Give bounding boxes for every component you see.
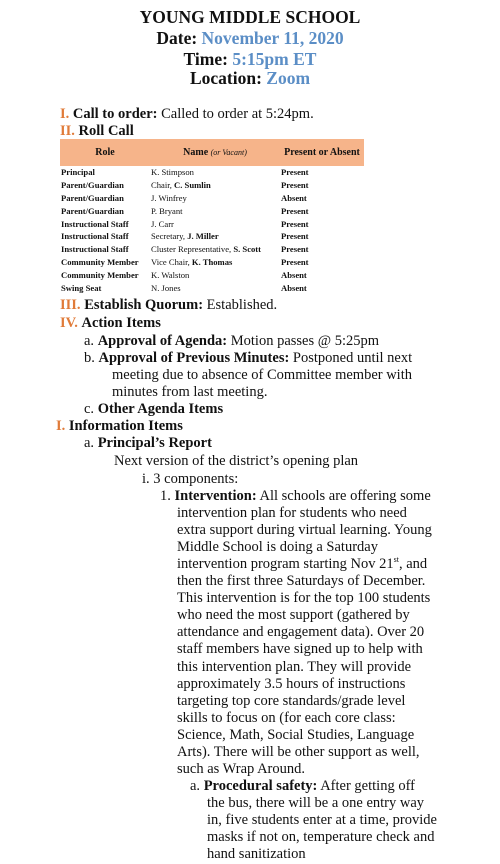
- section-title: Establish Quorum:: [84, 297, 204, 313]
- other-agenda-line: [84, 401, 223, 418]
- procedural-safety-line: [190, 778, 415, 795]
- date-value: November 11, 2020: [201, 28, 344, 48]
- paragraph-line: This intervention is for the top 100 students: [177, 590, 431, 607]
- section-number: I.: [60, 106, 70, 122]
- paragraph-line: hand sanitization: [207, 846, 306, 862]
- section-number: IV.: [60, 315, 78, 331]
- role-cell: Parent/Guardian: [61, 192, 124, 203]
- previous-minutes-line-2: meeting due to absence of Committee member with: [112, 367, 412, 383]
- item-marker: 1.: [160, 488, 171, 504]
- table-row: [60, 269, 364, 282]
- table-row: [60, 179, 364, 192]
- paragraph-line: intervention plan for students who need: [177, 505, 407, 521]
- location-label: Location:: [189, 68, 262, 88]
- roll-call-table: [60, 139, 364, 295]
- paragraph-line: the bus, there will be a one entry way: [207, 795, 425, 811]
- role-header: Role: [60, 139, 150, 166]
- opening-plan-line: Next version of the district’s opening plan: [114, 453, 359, 469]
- role-cell: Instructional Staff: [61, 218, 129, 229]
- item-marker: a.: [84, 333, 95, 349]
- item-marker: a.: [190, 778, 201, 794]
- member-name: S. Scott: [233, 244, 262, 255]
- item-marker: c.: [84, 401, 95, 417]
- intervention-nov-tail: , and: [399, 556, 428, 572]
- time-label: Time:: [183, 49, 228, 69]
- paragraph-line: Middle School is doing a Saturday: [177, 539, 378, 555]
- item-title: Approval of Agenda:: [97, 333, 228, 349]
- table-row: [60, 205, 364, 218]
- information-items-line: [56, 418, 183, 435]
- table-row: [60, 243, 364, 256]
- paragraph-line: staff members have signed up to help with: [177, 641, 423, 658]
- quorum-line: [60, 297, 277, 314]
- status-cell: Present: [281, 179, 309, 190]
- school-name: YOUNG MIDDLE SCHOOL: [139, 7, 361, 27]
- section-title: Action Items: [81, 315, 161, 331]
- name-header-note: (or Vacant): [210, 147, 247, 157]
- name-header: [150, 139, 280, 166]
- role-cell: Instructional Staff: [61, 231, 129, 242]
- intervention-nov-text: intervention program starting Nov 21: [177, 556, 394, 572]
- section-title: Call to order:: [72, 106, 158, 122]
- status-cell: Present: [281, 244, 309, 255]
- member-name: C. Sumlin: [174, 179, 211, 190]
- table-row: [60, 218, 364, 231]
- role-cell: Parent/Guardian: [61, 205, 124, 216]
- paragraph-line: attendance and engagement data). Over 20: [177, 624, 425, 641]
- meeting-location: [0, 68, 500, 88]
- principal-report-line: [84, 435, 212, 452]
- intervention-line: [160, 488, 431, 505]
- action-items-line: [60, 315, 161, 332]
- role-cell: Community Member: [61, 257, 139, 268]
- table-row: [60, 166, 364, 179]
- role-cell: Instructional Staff: [61, 244, 129, 255]
- paragraph-line: in, five students enter at a time, provide: [207, 812, 437, 828]
- item-title: Procedural safety:: [203, 778, 318, 794]
- meeting-date: [0, 28, 500, 48]
- name-cell: [150, 179, 280, 192]
- name-cell: [150, 230, 280, 243]
- section-title: Information Items: [68, 418, 183, 434]
- table-row: [60, 282, 364, 295]
- name-prefix: Vice Chair,: [151, 257, 192, 268]
- components-line: [142, 471, 238, 488]
- item-marker: i.: [142, 471, 150, 487]
- member-name: K. Walston: [151, 270, 190, 281]
- paragraph-line: targeting top core standards/grade level: [177, 692, 406, 709]
- section-number: II.: [60, 123, 75, 139]
- name-cell: [150, 269, 280, 282]
- paragraph-line: this intervention plan. They will provide: [177, 658, 412, 675]
- roll-call-rows: [60, 166, 364, 295]
- paragraph-line: then the first three Saturdays of December.: [177, 573, 426, 589]
- member-name: J. Winfrey: [151, 192, 187, 203]
- paragraph-line: Arts). There will be other support as well,: [177, 744, 420, 760]
- status-cell: Present: [281, 205, 309, 216]
- section-number: III.: [60, 297, 81, 313]
- name-cell: [150, 243, 280, 256]
- paragraph-line: masks if not on, temperature check and: [207, 829, 435, 845]
- item-text: 3 components:: [153, 471, 239, 487]
- member-name: K. Thomas: [191, 257, 233, 268]
- school-title: [0, 7, 500, 27]
- status-cell: Present: [281, 257, 309, 268]
- paragraph-line: Science, Math, Social Studies, Language: [177, 726, 415, 743]
- item-marker: a.: [84, 435, 95, 451]
- table-row: [60, 256, 364, 269]
- name-header-label: Name: [183, 146, 209, 158]
- name-cell: [150, 256, 280, 269]
- ordinal-suffix: st: [393, 555, 399, 565]
- paragraph-line: such as Wrap Around.: [177, 761, 306, 778]
- paragraph-line: who need the most support (gathered by: [177, 607, 410, 624]
- roll-call-line: [60, 123, 134, 140]
- date-label: Date:: [156, 28, 198, 48]
- status-cell: Present: [281, 231, 309, 242]
- status-cell: Present: [281, 218, 309, 229]
- section-title: Roll Call: [78, 123, 134, 139]
- table-row: [60, 230, 364, 243]
- name-prefix: Cluster Representative,: [151, 244, 234, 255]
- call-to-order-line: [60, 106, 314, 123]
- meeting-time: [0, 49, 500, 69]
- member-name: P. Bryant: [151, 205, 183, 216]
- section-text: Called to order at 5:24pm.: [161, 106, 314, 122]
- member-name: N. Jones: [151, 283, 181, 294]
- item-title: Approval of Previous Minutes:: [98, 350, 290, 366]
- paragraph-line: extra support during virtual learning. Young: [177, 522, 432, 538]
- name-cell: [150, 192, 280, 205]
- location-value: Zoom: [266, 68, 311, 88]
- status-cell: Present: [281, 167, 309, 177]
- intervention-nov-line: [177, 556, 427, 573]
- name-cell: [150, 166, 280, 179]
- name-cell: [150, 218, 280, 231]
- table-row: [60, 192, 364, 205]
- name-cell: [150, 282, 280, 295]
- time-value: 5:15pm ET: [232, 49, 317, 69]
- present-header: Present or Absent: [280, 139, 364, 166]
- section-text: Established.: [206, 297, 278, 313]
- previous-minutes-line-3: minutes from last meeting.: [112, 384, 268, 400]
- item-title: Principal’s Report: [97, 435, 212, 451]
- table-header-row: [60, 139, 364, 166]
- section-number: I.: [56, 418, 66, 434]
- item-text: After getting off: [320, 778, 415, 794]
- paragraph-line: skills to focus on (for each core class:: [177, 709, 396, 726]
- member-name: J. Miller: [187, 231, 219, 242]
- status-cell: Absent: [281, 192, 307, 203]
- member-name: J. Carr: [151, 218, 174, 229]
- role-cell: Principal: [61, 167, 95, 177]
- item-title: Intervention:: [174, 488, 257, 504]
- name-prefix: Secretary,: [151, 231, 188, 242]
- role-cell: Community Member: [61, 270, 139, 281]
- item-marker: b.: [84, 350, 95, 366]
- name-cell: [150, 205, 280, 218]
- role-cell: Parent/Guardian: [61, 179, 124, 190]
- member-name: K. Stimpson: [151, 167, 194, 177]
- item-text: Postponed until next: [292, 350, 413, 366]
- paragraph-line: approximately 3.5 hours of instructions: [177, 675, 406, 692]
- name-prefix: Chair,: [151, 179, 175, 190]
- previous-minutes-line: [84, 350, 412, 367]
- item-text: Motion passes @ 5:25pm: [230, 333, 380, 349]
- item-title: Other Agenda Items: [97, 401, 224, 417]
- status-cell: Absent: [281, 283, 307, 294]
- role-cell: Swing Seat: [61, 283, 102, 294]
- item-text: All schools are offering some: [259, 488, 431, 504]
- status-cell: Absent: [281, 270, 307, 281]
- agenda-approval-line: [84, 333, 379, 350]
